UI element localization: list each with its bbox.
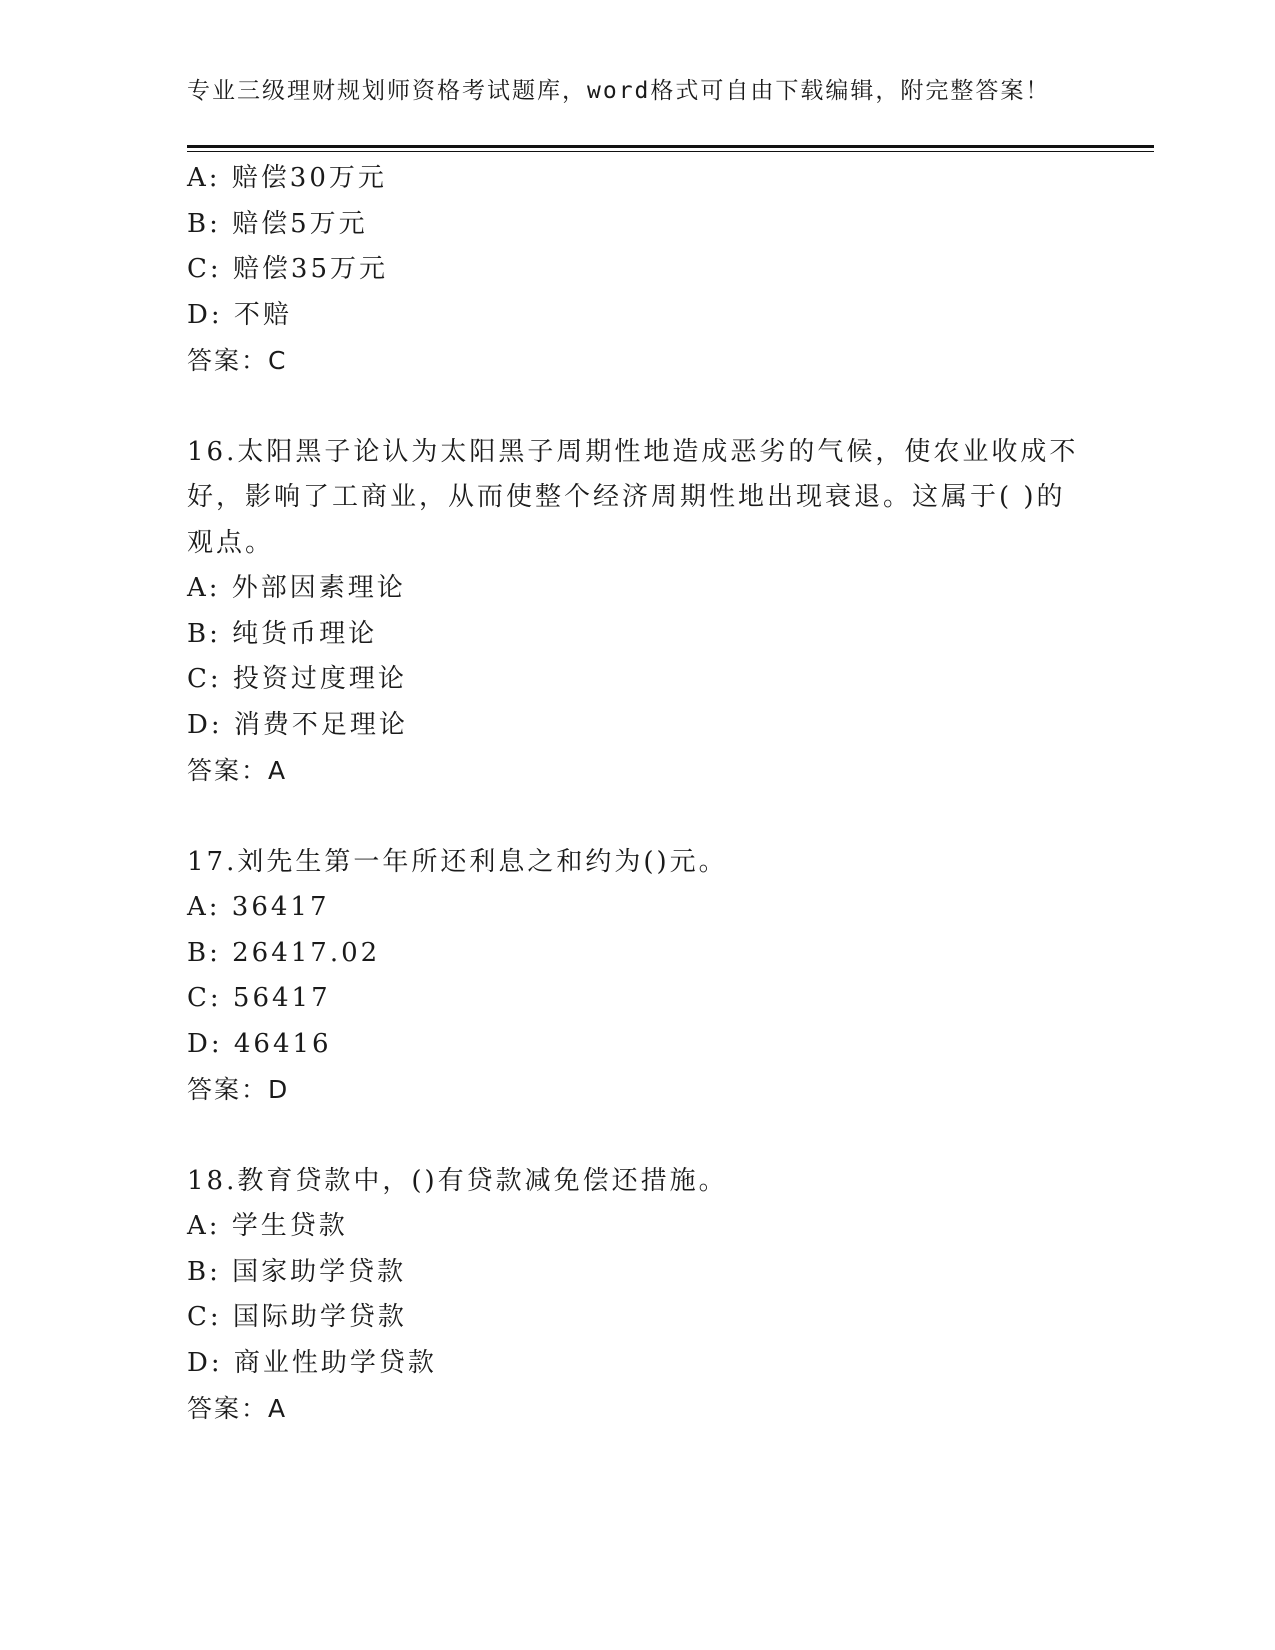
- option-a: A: 外部因素理论: [187, 573, 406, 603]
- answer: 答案：A: [187, 1394, 288, 1423]
- option-c: C: 56417: [187, 983, 331, 1013]
- option-d: D: 消费不足理论: [187, 709, 408, 740]
- question-text: 18.教育贷款中，()有贷款减免偿还措施。: [187, 1165, 728, 1196]
- option-d: D: 商业性助学贷款: [187, 1347, 437, 1378]
- document-body: [187, 156, 1087, 1432]
- question-16-block: [187, 430, 1087, 794]
- header-rule-thin: [187, 151, 1154, 152]
- question-text: 17.刘先生第一年所还利息之和约为()元。: [187, 846, 728, 877]
- option-c: C: 投资过度理论: [187, 664, 407, 694]
- answer: 答案：C: [187, 346, 288, 375]
- option-a: A: 36417: [187, 892, 330, 922]
- question-text: 16.太阳黑子论认为太阳黑子周期性地造成恶劣的气候，使农业收成不: [187, 436, 1079, 467]
- option-d: D: 46416: [187, 1028, 332, 1059]
- question-15-block: [187, 156, 1087, 384]
- answer: 答案：A: [187, 756, 288, 785]
- option-a: A: 学生贷款: [187, 1211, 348, 1241]
- question-18-block: [187, 1159, 1087, 1432]
- option-d: D: 不赔: [187, 299, 292, 330]
- option-b: B: 26417.02: [187, 937, 381, 968]
- question-text: 观点。: [187, 527, 275, 558]
- option-c: C: 国际助学贷款: [187, 1302, 407, 1332]
- option-b: B: 国家助学贷款: [187, 1256, 407, 1287]
- answer: 答案：D: [187, 1075, 290, 1104]
- option-c: C: 赔偿35万元: [187, 254, 389, 284]
- question-text: 好，影响了工商业，从而使整个经济周期性地出现衰退。这属于( )的: [187, 482, 1066, 512]
- page-header: 专业三级理财规划师资格考试题库，word格式可自由下载编辑，附完整答案！: [187, 78, 1051, 104]
- question-17-block: [187, 840, 1087, 1113]
- option-a: A: 赔偿30万元: [187, 163, 387, 193]
- header-rule-thick: [187, 145, 1154, 148]
- option-b: B: 赔偿5万元: [187, 208, 368, 239]
- option-b: B: 纯货币理论: [187, 618, 378, 649]
